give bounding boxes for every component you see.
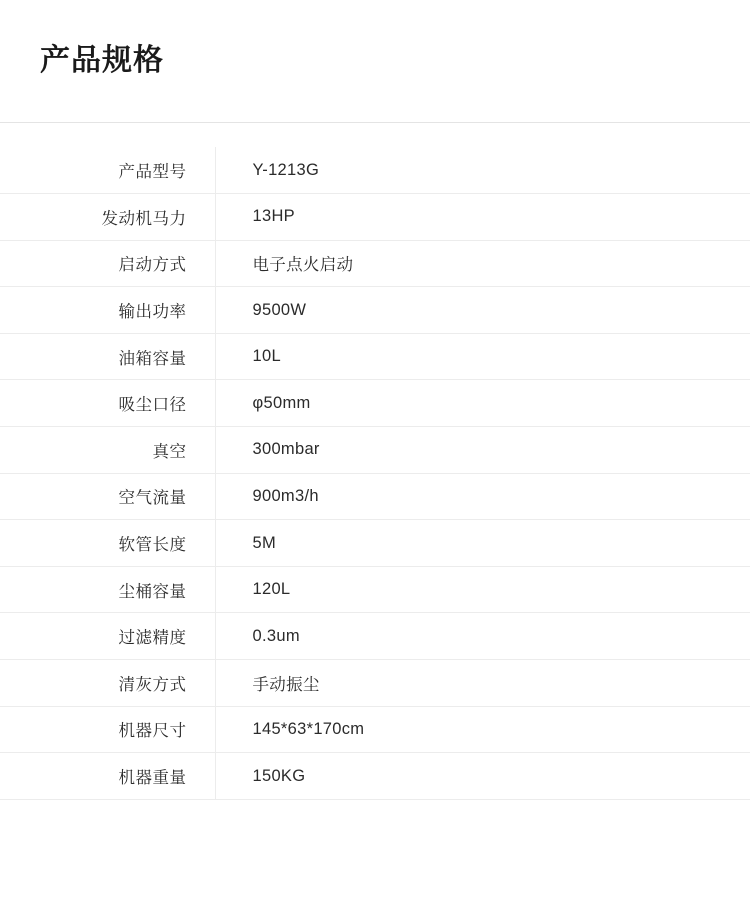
- table-row: [0, 147, 750, 194]
- table-row: [0, 427, 750, 474]
- spec-value: 120L: [215, 566, 750, 613]
- table-row: [0, 473, 750, 520]
- spec-value: 900m3/h: [215, 473, 750, 520]
- table-row: [0, 660, 750, 707]
- spec-value: 0.3um: [215, 613, 750, 660]
- spec-label: 机器尺寸: [0, 706, 215, 753]
- spec-label: 空气流量: [0, 473, 215, 520]
- spec-value: 145*63*170cm: [215, 706, 750, 753]
- page-bottom-spacer: [0, 800, 750, 860]
- spec-value: 10L: [215, 333, 750, 380]
- table-row: [0, 520, 750, 567]
- spec-table-body: [0, 147, 750, 799]
- table-row: [0, 380, 750, 427]
- spec-value: Y-1213G: [215, 147, 750, 194]
- product-spec-table: [0, 147, 750, 800]
- page-title: 产品规格: [40, 44, 164, 77]
- spec-label: 输出功率: [0, 287, 215, 334]
- header-divider: [0, 122, 750, 123]
- spec-label: 发动机马力: [0, 194, 215, 241]
- table-row: [0, 753, 750, 800]
- table-row: [0, 706, 750, 753]
- spec-value: 9500W: [215, 287, 750, 334]
- spec-label: 过滤精度: [0, 613, 215, 660]
- spec-value: 手动振尘: [215, 660, 750, 707]
- spec-label: 清灰方式: [0, 660, 215, 707]
- spec-value: 电子点火启动: [215, 240, 750, 287]
- spec-label: 油箱容量: [0, 333, 215, 380]
- spec-label: 尘桶容量: [0, 566, 215, 613]
- spec-value: 150KG: [215, 753, 750, 800]
- spec-label: 真空: [0, 427, 215, 474]
- spec-value: 13HP: [215, 194, 750, 241]
- spec-value: φ50mm: [215, 380, 750, 427]
- table-row: [0, 194, 750, 241]
- table-row: [0, 287, 750, 334]
- spec-value: 5M: [215, 520, 750, 567]
- table-row: [0, 240, 750, 287]
- spec-label: 软管长度: [0, 520, 215, 567]
- spec-label: 机器重量: [0, 753, 215, 800]
- table-row: [0, 333, 750, 380]
- spec-label: 吸尘口径: [0, 380, 215, 427]
- table-row: [0, 566, 750, 613]
- spec-label: 产品型号: [0, 147, 215, 194]
- table-row: [0, 613, 750, 660]
- spec-value: 300mbar: [215, 427, 750, 474]
- page-header: [0, 0, 750, 122]
- spec-label: 启动方式: [0, 240, 215, 287]
